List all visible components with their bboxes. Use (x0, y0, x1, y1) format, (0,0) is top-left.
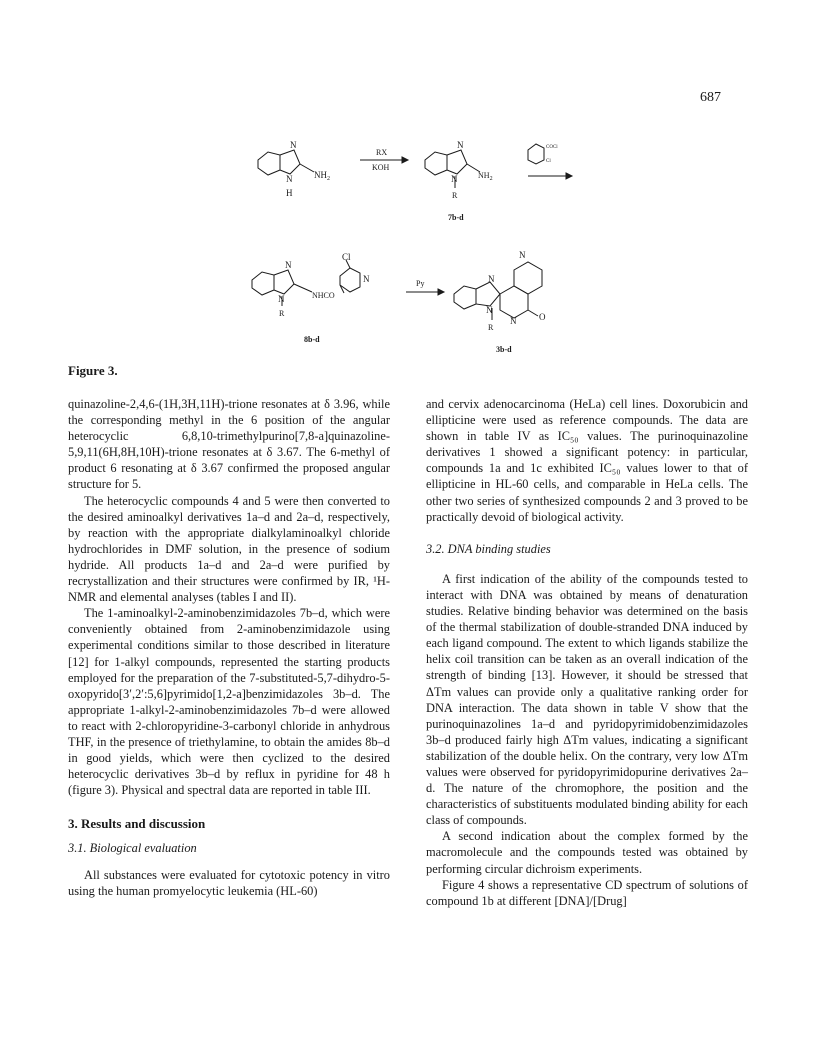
atom-n: N (363, 274, 370, 284)
atom-n: N (488, 274, 495, 284)
paragraph: All substances were evaluated for cytotoxic potency in vitro using the human promyelocytic leukemia (HL-60) (68, 867, 390, 898)
atom-r: R (488, 323, 494, 332)
paragraph: and cervix adenocarcinoma (HeLa) cell lines. Doxorubicin and ellipticine were used as reference compounds. The data are shown in table IV as IC₅₀ values. The purinoquinazoline derivatives 1 showed a significant potency: in particular, compounds 1a and 1c exhibited IC₅₀ values lower to that of ellipticine in HL-60 cells, and comparable in HeLa cells. The other two series of synthesized compounds 2 and 3 proved to be practically devoid of biological activity. (426, 397, 748, 524)
atom-n: N (486, 305, 493, 315)
structure-acyl-chloride (528, 144, 558, 164)
paragraph: A first indication of the ability of the compounds tested to interact with DNA was obtained by means of denaturation studies. Relative binding behavior was determined on the basis of the thermal stabilization of double-stranded DNA induced by each ligand compound. The extent to which ligands stabilize the helix coil transition can be taken as an overall indication of the strength of binding [13]. However, it should be stressed that ΔTm values can provide only a qualitative ranking order for DNA interaction. The data shown in table V show that the purinoquinazolines 1a–d and pyridopyrimidobenzimidazoles 3b–d produced fairly high ΔTm values, indicating a significant stabilization of the double helix. On the contrary, very low ΔTm values were observed for pyridopyrimidopurine derivatives 2a–d. The nature of the chromophore, the position and the characteristics of substituents modulated binding ability for each class of compounds. (426, 571, 748, 828)
atom-n: N (519, 250, 526, 260)
paragraph: Figure 4 shows a representative CD spectrum of solutions of compound 1b at different [DNA]/[Drug] (426, 877, 748, 908)
reaction-arrow-3 (406, 279, 444, 295)
atom-r: R (452, 191, 458, 200)
paragraph: quinazoline-2,4,6-(1H,3H,11H)-trione resonates at δ 3.96, while the corresponding methyl in the 6 position of the angular heterocyclic 6,8,10-trimethylpurino[7,8-a]quinazoline-5,9,11(6H,8H,10H)-trione resonates at δ 3.67. The 6-methyl of product 6 resonating at δ 3.67 confirmed the proposed angular structure for 5. (68, 397, 390, 492)
reagent-py: Py (416, 279, 425, 288)
structure-2-aminobenzimidazole (258, 140, 330, 198)
reaction-arrow-2 (528, 173, 572, 179)
atom-n: N (286, 174, 293, 184)
paragraph: The heterocyclic compounds 4 and 5 were then converted to the desired aminoalkyl derivatives 1a–d and 2a–d, respectively, by reaction with the appropriate dialkylaminoalkyl chloride hydrochlorides in DMF solution, in the presence of sodium hydride. All products 1a–d and 2a–d were purified by recrystallization and their structures were confirmed by IR, ¹H-NMR and elemental analyses (tables I and II). (68, 493, 390, 605)
subsection-heading: 3.2. DNA binding studies (426, 541, 551, 556)
label-8b-d: 8b-d (304, 335, 320, 344)
atom-n: N (457, 140, 464, 150)
subsection-heading: 3.1. Biological evaluation (68, 841, 197, 856)
atom-n: N (451, 174, 458, 184)
reaction-scheme (240, 130, 580, 360)
atom-n: N (510, 316, 517, 326)
atom-o: O (539, 312, 546, 322)
label-7b-d: 7b-d (448, 213, 464, 222)
structure-8b-d (252, 252, 370, 344)
atom-n: N (285, 260, 292, 270)
right-column (426, 396, 748, 909)
atom-n: N (278, 294, 285, 304)
group-nh2: $NH_2$ (478, 171, 493, 182)
atom-r: R (279, 309, 285, 318)
paragraph: The 1-aminoalkyl-2-aminobenzimidazoles 7b–d, which were conveniently obtained from 2-aminobenzimidazole using experimental conditions similar to those described in literature [12] for 1-alkyl compounds, represented the starting products employed for the preparation of the 7-substituted-5,7-dihydro-5-oxopyrido[3′,2′:5,6]pyrimido[1,2-a]benzimidazoles 3b–d. The appropriate 1-alkyl-2-aminobenzimidazoles 7b–d were allowed to react with 2-chloropyridine-3-carbonyl chloride in anhydrous THF, in the presence of triethylamine, to obtain the amides 8b–d in good yields, which were then cyclized to the desired heterocyclic derivatives 3b–d by reflux in pyridine for 48 h (figure 3). Physical and spectral data are reported in table III. (68, 606, 390, 798)
group-nhco: NHCO (312, 291, 335, 300)
page-number: 687 (700, 90, 721, 105)
atom-h: H (286, 188, 293, 198)
left-column (68, 396, 390, 899)
reagent-koh: KOH (372, 163, 390, 172)
substituent-cl: Cl (546, 159, 551, 164)
atom-n: N (290, 140, 297, 150)
atom-cl: Cl (342, 252, 351, 262)
reagent-rx: RX (376, 148, 388, 157)
label-3b-d: 3b-d (496, 345, 512, 354)
figure-caption: Figure 3. (68, 363, 118, 378)
substituent-cocl: COCl (546, 145, 558, 150)
structure-3b-d (454, 250, 546, 354)
reaction-scheme-svg (240, 130, 580, 355)
paragraph: A second indication about the complex formed by the macromolecule and the compounds tested was obtained by performing circular dichroism experiments. (426, 829, 748, 876)
reaction-arrow-1 (360, 148, 408, 172)
structure-7b-d (425, 140, 493, 222)
group-nh2: $NH_2$ (314, 170, 330, 182)
section-heading: 3. Results and discussion (68, 816, 206, 832)
